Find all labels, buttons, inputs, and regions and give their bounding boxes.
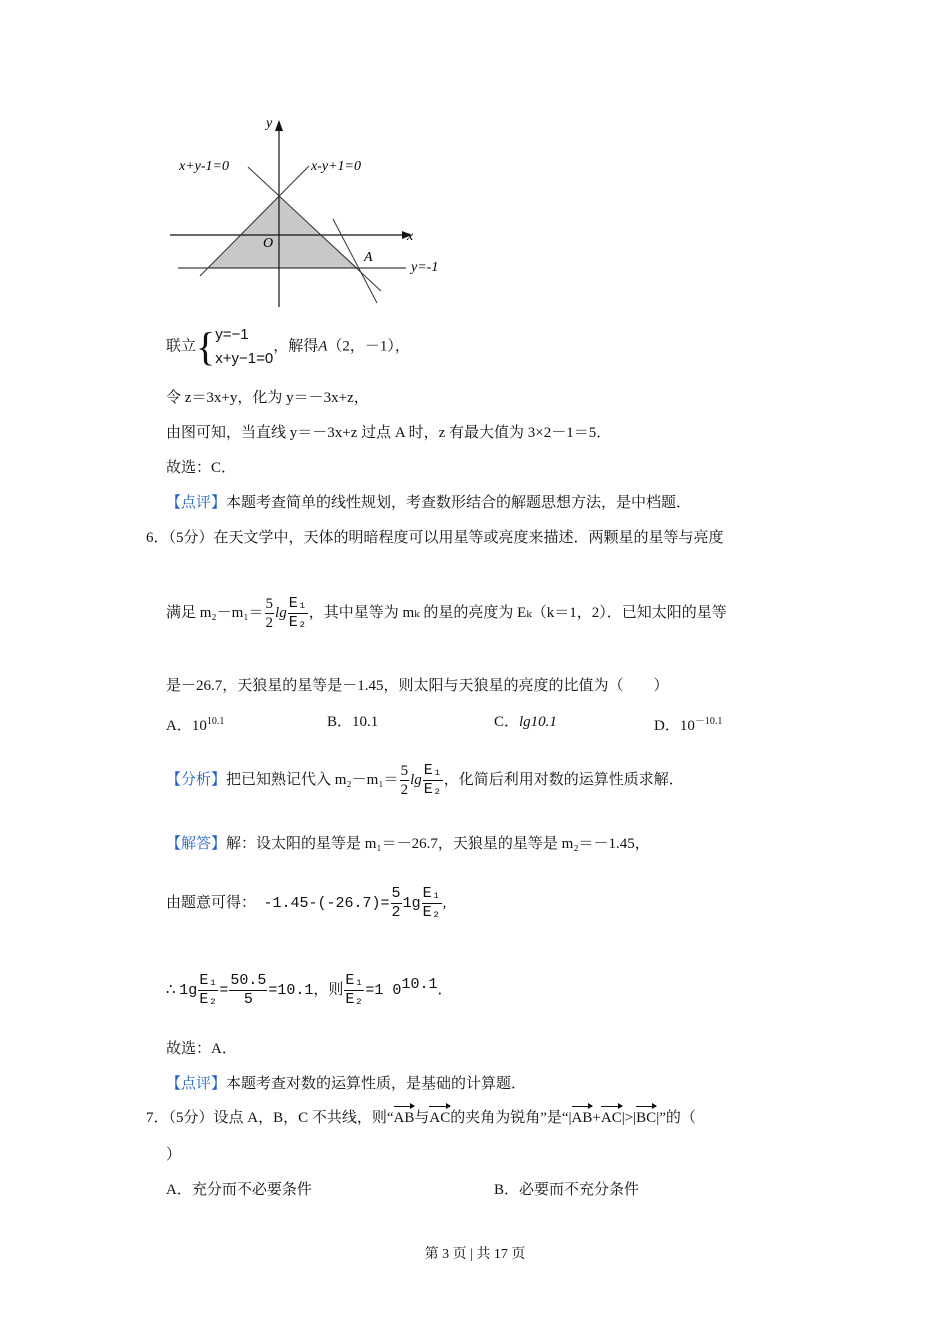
option-d[interactable]: D．$10^{-10.1}$ xyxy=(654,716,723,734)
text: 联立 xyxy=(166,338,197,355)
option-b[interactable]: B．10.1 xyxy=(327,714,379,730)
equation-system: { y=−1 x+y−1=0 xyxy=(196,324,274,369)
answer-tag: 【解答】 xyxy=(166,836,227,852)
point-a-label: A xyxy=(364,250,373,265)
origin-label: O xyxy=(263,236,274,251)
answer-line: 【解答】解：设太阳的星等是 m₁＝－26.7，天狼星的星等是 m₂＝－1.45， xyxy=(166,836,650,852)
option-a[interactable]: A．充分而不必要条件 xyxy=(166,1182,312,1198)
text: 本题考查简单的线性规划，考查数形结合的解题思想方法，是中档题． xyxy=(226,495,692,511)
equation-1: 由题意可得： -1.45-(-26.7)= $\frac{5}{2}$ 1g $\frac{\text{E₁}}{\text{E₂}}$ , xyxy=(166,885,447,921)
point: A xyxy=(318,338,328,355)
text-line: 故选：C． xyxy=(166,460,237,476)
y-axis-label: y xyxy=(266,116,273,131)
text-line: 由图可知，当直线 y＝－3x+z 过点 A 时，z 有最大值为 3×2－1＝5． xyxy=(166,425,612,441)
feasible-region xyxy=(207,196,358,268)
line1-label: x+y-1=0 xyxy=(179,159,229,174)
fraction: $\frac{\text{E₁}}{\text{E₂}}$ xyxy=(288,595,307,631)
system-line xyxy=(166,323,410,371)
linear-programming-graph xyxy=(160,110,460,315)
option-a[interactable]: A．$10^{10.1}$ xyxy=(166,716,225,734)
comment-line xyxy=(166,493,691,513)
line2-label: x-y+1=0 xyxy=(311,159,361,174)
y-axis-arrow-icon xyxy=(275,120,283,131)
equation-2: ∴ 1g $\frac{\text{E₁}}{\text{E₂}}$ = $\frac{50.5}{5}$ =10.1，则 $\frac{\text{E₁}}{\text{E₂}}$ =1 $0^{10.1}$． xyxy=(166,972,453,1008)
analysis-tag: 【分析】 xyxy=(166,771,227,788)
analysis-line: 【分析】把已知熟记代入 m₂－m₁＝ $\frac{5}{2}$ lg $\frac{\text{E₁}}{\text{E₂}}$ ，化简后利用对数的运算性质求解． xyxy=(166,762,684,798)
text: ，解得 xyxy=(273,338,319,355)
text-line: ） xyxy=(166,1147,182,1163)
text-line: 是－26.7，天狼星的星等是－1.45，则太阳与天狼星的亮度的比值为（ ） xyxy=(166,678,669,694)
text-line: 令 z＝3x+y，化为 y＝－3x+z， xyxy=(166,390,369,406)
comment-tag: 【点评】 xyxy=(166,1076,227,1092)
option-b[interactable]: B．必要而不充分条件 xyxy=(494,1182,640,1198)
x-axis-label: x xyxy=(407,229,414,244)
question-7-stem: 7．（5分）设点 A，B，C 不共线，则“AB与AC的夹角为锐角”是“|AB+AC|>|BC|”的（ xyxy=(146,1110,696,1126)
comment-line: 【点评】本题考查对数的运算性质，是基础的计算题． xyxy=(166,1076,527,1092)
fraction: $\frac{\text{E₁}}{\text{E₂}}$ xyxy=(423,762,442,798)
fraction: $\frac{5}{2}$ xyxy=(400,763,409,798)
eq: x+y−1=0 xyxy=(215,350,274,367)
question-6-formula: 满足 m₂－m₁＝ $\frac{5}{2}$ lg $\frac{\text{E₁}}{\text{E₂}}$ ，其中星等为 mₖ 的星的亮度为 Eₖ（k＝1，2）．已知太阳的星等 xyxy=(166,595,727,631)
fraction: $\frac{5}{2}$ xyxy=(265,596,274,631)
page-footer: 第 3 页 | 共 17 页 xyxy=(424,1247,526,1262)
comment-tag: 【点评】 xyxy=(166,495,227,511)
text: （2，－1）， xyxy=(327,338,410,355)
line3-label: y=-1 xyxy=(411,260,439,275)
option-c[interactable]: C．lg10.1 xyxy=(494,714,557,730)
text: 满足 m₂－m₁＝ xyxy=(166,604,264,621)
eq: y=−1 xyxy=(215,326,249,343)
text: ，其中星等为 mₖ 的星的亮度为 Eₖ（k＝1，2）．已知太阳的星等 xyxy=(308,604,727,621)
question-6-stem: 6．（5分）在天文学中，天体的明暗程度可以用星等或亮度来描述．两颗星的星等与亮度 xyxy=(146,530,724,546)
text-line: 故选：A． xyxy=(166,1041,237,1057)
